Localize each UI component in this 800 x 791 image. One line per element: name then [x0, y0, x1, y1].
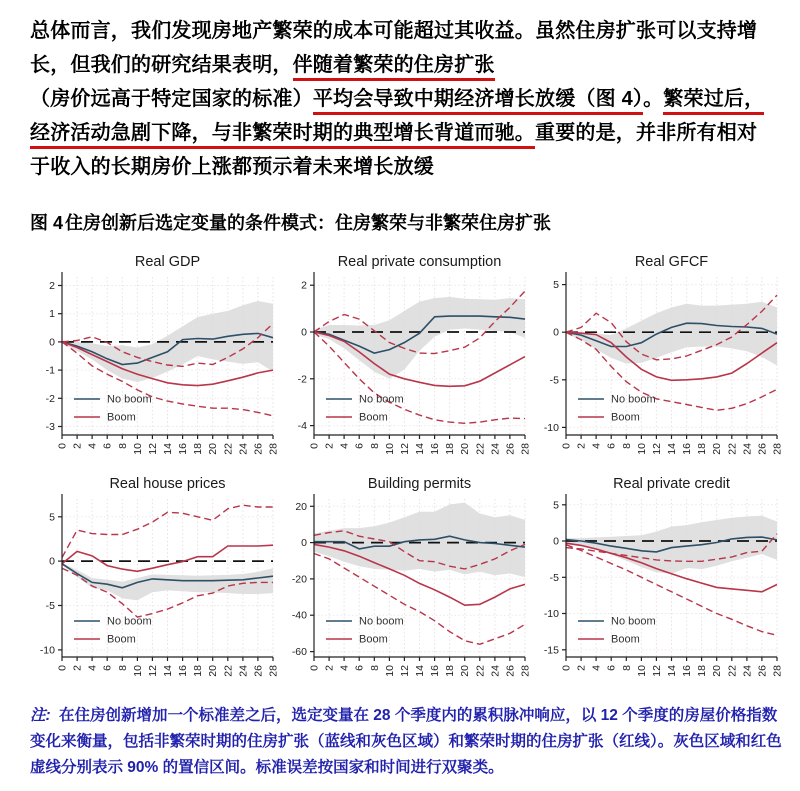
- chart-title: Real house prices: [109, 476, 226, 492]
- x-tick-label: 10: [383, 443, 396, 455]
- y-tick-label: -1: [45, 364, 55, 377]
- x-tick-label: 14: [162, 443, 174, 455]
- x-tick-label: 24: [741, 665, 754, 677]
- chart-title: Building permits: [367, 476, 472, 492]
- x-tick-label: 18: [444, 665, 457, 677]
- y-tick-label: -5: [549, 374, 559, 387]
- figure-note-text: 在住房创新增加一个标准差之后，选定变量在 28 个季度内的累积脉冲响应，以 12 个季度的房屋价格指数变化来衡量，包括非繁荣时期的住房扩张（蓝线和灰色区域）和繁荣时期的住房扩张（红线）。灰色区域和红色虚线分别表示 90% 的置信区间。标准误差按国家和时间进行双聚类。: [30, 707, 782, 776]
- x-tick-label: 6: [353, 665, 366, 671]
- x-tick-label: 26: [504, 443, 517, 455]
- x-tick-label: 0: [308, 443, 321, 449]
- paragraph-segment: （房价远高于特定国家的标准）: [30, 88, 313, 110]
- chart-panel-real-private-credit: [532, 473, 784, 695]
- x-tick-label: 28: [771, 443, 784, 455]
- x-tick-label: 24: [489, 665, 502, 677]
- x-tick-label: 12: [398, 443, 411, 455]
- x-tick-label: 16: [177, 443, 190, 455]
- y-tick-label: 5: [553, 499, 559, 512]
- figure-4-chart-grid: [28, 251, 784, 695]
- x-tick-label: 0: [560, 665, 573, 671]
- x-tick-label: 26: [756, 665, 769, 677]
- figure-note: [30, 703, 786, 781]
- x-tick-label: 26: [756, 443, 769, 455]
- x-tick-label: 28: [519, 443, 532, 455]
- x-tick-label: 18: [696, 665, 709, 677]
- x-tick-label: 14: [666, 665, 678, 677]
- x-tick-label: 14: [414, 665, 426, 677]
- x-tick-label: 26: [504, 665, 517, 677]
- x-tick-label: 0: [56, 443, 69, 449]
- chart-building-permits: [280, 473, 532, 695]
- x-tick-label: 16: [429, 665, 442, 677]
- x-tick-label: 16: [681, 443, 694, 455]
- figure-caption-number: 图 4: [30, 213, 64, 233]
- y-tick-label: -20: [291, 573, 307, 586]
- x-tick-label: 2: [575, 443, 588, 449]
- x-tick-label: 4: [338, 665, 351, 671]
- no-boom-confidence-band: [566, 516, 777, 574]
- legend-boom-label: Boom: [359, 633, 388, 646]
- x-tick-label: 6: [605, 443, 618, 449]
- legend-no-boom-label: No boom: [107, 615, 152, 628]
- y-tick-label: 20: [295, 500, 307, 513]
- x-tick-label: 20: [711, 443, 724, 455]
- x-tick-label: 28: [519, 665, 532, 677]
- x-tick-label: 18: [192, 443, 205, 455]
- x-tick-label: 0: [56, 665, 69, 671]
- x-tick-label: 20: [459, 665, 472, 677]
- y-tick-label: 2: [49, 280, 55, 292]
- x-tick-label: 22: [474, 665, 487, 677]
- x-tick-label: 4: [86, 665, 99, 671]
- y-tick-label: -10: [543, 421, 559, 434]
- x-tick-label: 4: [590, 443, 603, 449]
- x-tick-label: 6: [101, 443, 114, 449]
- no-boom-confidence-band: [314, 297, 525, 379]
- chart-panel-real-private-consumption: [280, 251, 532, 473]
- x-tick-label: 10: [635, 443, 648, 455]
- chart-panel-real-gfcf: [532, 251, 784, 473]
- x-tick-label: 20: [207, 665, 220, 677]
- y-tick-label: -60: [291, 646, 307, 659]
- x-tick-label: 12: [398, 665, 411, 677]
- paragraph-segment-underlined: 平均会导致中期经济增长放缓（图 4）: [313, 88, 643, 115]
- x-tick-label: 6: [101, 665, 114, 671]
- figure-caption-text: 住房创新后选定变量的条件模式：住房繁荣与非繁荣住房扩张: [65, 213, 552, 233]
- y-tick-label: 0: [553, 326, 559, 339]
- x-tick-label: 24: [489, 443, 502, 455]
- y-tick-label: -2: [297, 373, 307, 386]
- x-tick-label: 2: [323, 665, 336, 671]
- y-tick-label: 5: [49, 511, 55, 524]
- x-tick-label: 16: [681, 665, 694, 677]
- x-tick-label: 24: [741, 443, 754, 455]
- y-tick-label: -5: [45, 600, 55, 612]
- y-tick-label: -10: [543, 608, 559, 620]
- y-tick-label: -2: [45, 392, 55, 405]
- y-tick-label: -5: [549, 571, 559, 584]
- figure-caption: [30, 209, 780, 235]
- legend-no-boom-label: No boom: [611, 615, 656, 628]
- figure-note-prefix: 注:: [30, 707, 51, 724]
- y-tick-label: 0: [49, 555, 55, 568]
- x-tick-label: 10: [131, 665, 144, 677]
- x-tick-label: 20: [711, 665, 724, 677]
- y-tick-label: 1: [49, 308, 55, 321]
- legend-boom-label: Boom: [107, 411, 136, 424]
- y-tick-label: 0: [553, 535, 559, 548]
- x-tick-label: 20: [207, 443, 220, 455]
- chart-real-house-prices: [28, 473, 280, 695]
- x-tick-label: 28: [267, 665, 280, 677]
- x-tick-label: 12: [146, 665, 159, 677]
- x-tick-label: 24: [237, 443, 250, 455]
- x-tick-label: 22: [726, 443, 739, 455]
- chart-title: Real private consumption: [337, 254, 502, 270]
- y-tick-label: -3: [45, 421, 55, 433]
- x-tick-label: 28: [267, 443, 280, 455]
- x-tick-label: 24: [237, 665, 250, 677]
- x-tick-label: 18: [696, 443, 709, 455]
- chart-title: Real GDP: [134, 254, 201, 270]
- x-tick-label: 4: [86, 443, 99, 449]
- chart-real-gfcf: [532, 251, 784, 473]
- x-tick-label: 18: [444, 443, 457, 455]
- x-tick-label: 16: [429, 443, 442, 455]
- chart-title: Real GFCF: [634, 254, 709, 270]
- y-tick-label: 2: [301, 279, 307, 292]
- x-tick-label: 26: [252, 665, 265, 677]
- x-tick-label: 8: [368, 665, 381, 671]
- x-tick-label: 26: [252, 443, 265, 455]
- y-tick-label: 5: [553, 279, 559, 292]
- legend-no-boom-label: No boom: [611, 393, 656, 406]
- x-tick-label: 18: [192, 665, 205, 677]
- paragraph-segment: 总体而言，我们发现房地产繁荣的成本可能超过其收益。虽然住房扩张可以支持增长，但我们的研究结果表明，: [30, 20, 758, 76]
- x-tick-label: 22: [726, 665, 739, 677]
- paragraph-segment: 。: [643, 88, 664, 110]
- x-tick-label: 12: [650, 665, 663, 677]
- chart-panel-building-permits: [280, 473, 532, 695]
- x-tick-label: 20: [459, 443, 472, 455]
- legend-no-boom-label: No boom: [359, 393, 404, 406]
- x-tick-label: 12: [146, 443, 159, 455]
- paragraph-segment-underlined: 繁荣过后，经济活动急剧下降，与非繁荣时期的典型增长背道而驰。: [30, 88, 764, 149]
- y-tick-label: 0: [49, 336, 55, 349]
- chart-real-private-credit: [532, 473, 784, 695]
- legend-no-boom-label: No boom: [359, 615, 404, 628]
- legend-boom-label: Boom: [107, 633, 136, 646]
- paragraph-segment: 重要的是，并非所有相对于收入的长期房价上涨都预示着未来增长放缓: [30, 122, 758, 178]
- x-tick-label: 2: [71, 443, 84, 449]
- y-tick-label: 0: [301, 326, 307, 339]
- x-tick-label: 2: [71, 665, 84, 671]
- x-tick-label: 0: [308, 665, 321, 671]
- x-tick-label: 6: [353, 443, 366, 449]
- chart-title: Real private credit: [613, 476, 730, 492]
- legend-no-boom-label: No boom: [107, 393, 152, 406]
- chart-panel-real-gdp: [28, 251, 280, 473]
- y-tick-label: -40: [291, 609, 307, 622]
- x-tick-label: 10: [131, 443, 144, 455]
- x-tick-label: 8: [116, 443, 129, 449]
- x-tick-label: 10: [635, 665, 648, 677]
- x-tick-label: 0: [560, 443, 573, 449]
- y-tick-label: -15: [543, 644, 559, 657]
- x-tick-label: 4: [338, 443, 351, 449]
- x-tick-label: 14: [162, 665, 174, 677]
- x-tick-label: 6: [605, 665, 618, 671]
- x-tick-label: 2: [575, 665, 588, 671]
- legend-boom-label: Boom: [611, 633, 640, 646]
- chart-panel-real-house-prices: [28, 473, 280, 695]
- x-tick-label: 22: [222, 443, 235, 455]
- x-tick-label: 28: [771, 665, 784, 677]
- chart-real-private-consumption: [280, 251, 532, 473]
- x-tick-label: 8: [368, 443, 381, 449]
- x-tick-label: 14: [666, 443, 678, 455]
- x-tick-label: 8: [116, 665, 129, 671]
- y-tick-label: 0: [301, 537, 307, 550]
- legend-boom-label: Boom: [359, 411, 388, 424]
- intro-paragraph: [30, 14, 774, 184]
- x-tick-label: 8: [620, 665, 633, 671]
- x-tick-label: 10: [383, 665, 396, 677]
- x-tick-label: 8: [620, 443, 633, 449]
- x-tick-label: 2: [323, 443, 336, 449]
- x-tick-label: 12: [650, 443, 663, 455]
- x-tick-label: 16: [177, 665, 190, 677]
- x-tick-label: 14: [414, 443, 426, 455]
- paragraph-segment-underlined: 伴随着繁荣的住房扩张: [293, 54, 495, 81]
- x-tick-label: 4: [590, 665, 603, 671]
- x-tick-label: 22: [222, 665, 235, 677]
- no-boom-confidence-band: [566, 302, 777, 366]
- legend-boom-label: Boom: [611, 411, 640, 424]
- x-tick-label: 22: [474, 443, 487, 455]
- y-tick-label: -4: [297, 420, 307, 433]
- y-tick-label: -10: [39, 644, 55, 657]
- chart-real-gdp: [28, 251, 280, 473]
